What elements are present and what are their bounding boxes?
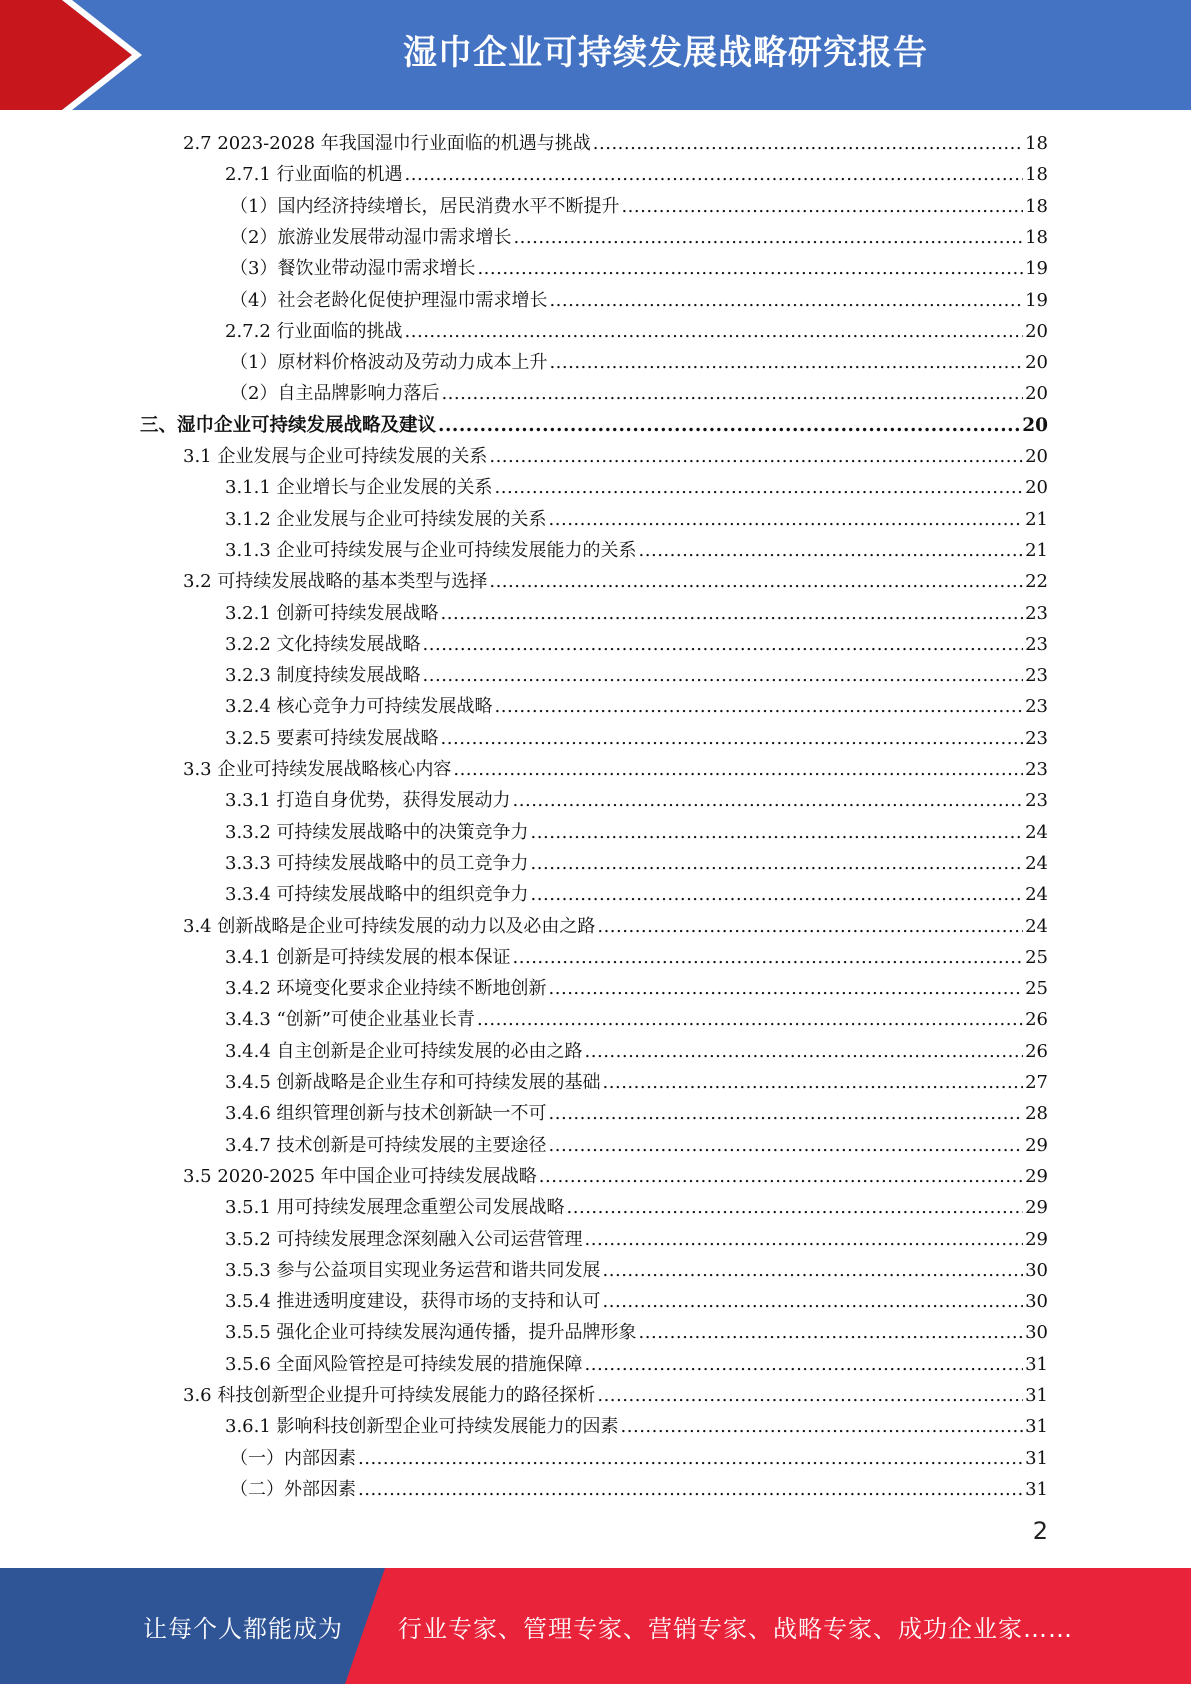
toc-entry-title: 2.7.2 行业面临的挑战 <box>225 320 403 342</box>
toc-entry-title: 3.4.3 “创新”可使企业基业长青 <box>225 1009 475 1031</box>
toc-entry-title: （3）餐饮业带动湿巾需求增长 <box>230 258 476 280</box>
toc-entry-title: 三、湿巾企业可持续发展战略及建议 <box>140 414 437 436</box>
toc-entry-title: 3.6 科技创新型企业提升可持续发展能力的路径探析 <box>183 1385 596 1406</box>
toc-entry-title: 3.2.5 要素可持续发展战略 <box>225 727 439 749</box>
toc-entry[interactable] <box>183 754 1048 785</box>
toc-entry-page: 23 <box>1025 790 1048 812</box>
toc-entry-page: 21 <box>1025 508 1048 530</box>
toc-leader-dots <box>549 347 1023 378</box>
toc-entry-page: 30 <box>1025 1259 1048 1281</box>
toc-entry-page: 18 <box>1025 164 1048 186</box>
toc-leader-dots <box>549 1098 1024 1129</box>
toc-entry-page: 18 <box>1025 133 1048 154</box>
toc-entry-page: 25 <box>1025 946 1048 968</box>
toc-leader-dots <box>639 1317 1024 1348</box>
toc-leader-dots <box>603 1286 1024 1317</box>
toc-entry-page: 20 <box>1025 477 1048 499</box>
toc-leader-dots <box>639 535 1024 566</box>
toc-leader-dots <box>441 378 1023 409</box>
toc-entry-page: 26 <box>1025 1009 1048 1031</box>
toc-entry-page: 24 <box>1025 915 1048 937</box>
toc-entry-title: （4）社会老龄化促使护理湿巾需求增长 <box>230 289 548 311</box>
toc-entry[interactable] <box>225 472 1048 503</box>
toc-entry[interactable] <box>225 723 1048 754</box>
toc-leader-dots <box>585 1349 1024 1380</box>
toc-entry[interactable] <box>225 159 1048 190</box>
toc-leader-dots <box>423 629 1024 660</box>
toc-entry-page: 18 <box>1025 195 1048 217</box>
toc-entry[interactable] <box>225 1317 1048 1348</box>
toc-leader-dots <box>567 1192 1024 1223</box>
toc-entry-page: 29 <box>1025 1165 1048 1187</box>
toc-entry-title: 3.1 企业发展与企业可持续发展的关系 <box>183 446 488 467</box>
toc-entry[interactable] <box>225 1411 1048 1442</box>
toc-entry-page: 30 <box>1025 1291 1048 1313</box>
toc-entry-page: 31 <box>1025 1353 1048 1375</box>
toc-entry[interactable] <box>225 1067 1048 1098</box>
toc-leader-dots <box>585 1036 1024 1067</box>
toc-leader-dots <box>441 598 1024 629</box>
toc-entry-title: （二）外部因素 <box>230 1478 356 1500</box>
toc-leader-dots <box>358 1443 1023 1474</box>
toc-entry-title: 3.3.3 可持续发展战略中的员工竞争力 <box>225 852 529 874</box>
toc-leader-dots <box>477 253 1023 284</box>
toc-entry-title: 3.4.7 技术创新是可持续发展的主要途径 <box>225 1134 547 1156</box>
toc-entry-page: 20 <box>1025 446 1048 467</box>
toc-entry-page: 21 <box>1025 539 1048 561</box>
toc-entry[interactable] <box>183 566 1048 597</box>
toc-entry[interactable] <box>230 1474 1048 1505</box>
toc-entry-page: 31 <box>1025 1478 1048 1500</box>
toc-entry-title: 3.3.4 可持续发展战略中的组织竞争力 <box>225 884 529 906</box>
toc-entry-title: （2）自主品牌影响力落后 <box>230 383 440 405</box>
toc-entry[interactable] <box>225 1004 1048 1035</box>
toc-entry-title: （1）国内经济持续增长，居民消费水平不断提升 <box>230 195 620 217</box>
toc-entry-title: 3.4.1 创新是可持续发展的根本保证 <box>225 946 511 968</box>
toc-entry-title: 3.3.2 可持续发展战略中的决策竞争力 <box>225 821 529 843</box>
toc-entry-title: 3.4.6 组织管理创新与技术创新缺一不可 <box>225 1103 547 1125</box>
toc-leader-dots <box>585 1224 1024 1255</box>
toc-entry[interactable] <box>225 660 1048 691</box>
toc-entry[interactable] <box>225 691 1048 722</box>
toc-leader-dots <box>441 723 1024 754</box>
toc-leader-dots <box>477 1004 1023 1035</box>
toc-entry-title: （2）旅游业发展带动湿巾需求增长 <box>230 226 512 248</box>
toc-entry[interactable] <box>225 1255 1048 1286</box>
toc-entry-page: 26 <box>1025 1040 1048 1062</box>
toc-entry[interactable] <box>225 1192 1048 1223</box>
toc-entry-page: 19 <box>1025 258 1048 280</box>
toc-leader-dots <box>495 472 1024 503</box>
toc-entry-title: 3.4.5 创新战略是企业生存和可持续发展的基础 <box>225 1072 601 1093</box>
toc-entry-page: 19 <box>1025 289 1048 311</box>
footer-slogan-right: 行业专家、管理专家、营销专家、战略专家、成功企业家…… <box>398 1615 1073 1643</box>
toc-leader-dots <box>423 660 1024 691</box>
toc-entry[interactable] <box>230 222 1048 253</box>
toc-entry-page: 31 <box>1025 1385 1048 1406</box>
toc-entry-page: 20 <box>1025 320 1048 342</box>
footer-banner <box>0 1568 1191 1684</box>
toc-entry[interactable] <box>225 942 1048 973</box>
toc-leader-dots <box>549 1130 1024 1161</box>
toc-entry[interactable] <box>225 848 1048 879</box>
toc-entry[interactable] <box>225 629 1048 660</box>
toc-leader-dots <box>621 191 1023 222</box>
toc-entry-title: 2.7.1 行业面临的机遇 <box>225 164 403 186</box>
toc-leader-dots <box>603 1067 1024 1098</box>
toc-entry-page: 23 <box>1025 633 1048 655</box>
toc-entry[interactable] <box>230 253 1048 284</box>
toc-entry-page: 30 <box>1025 1322 1048 1344</box>
toc-entry-page: 23 <box>1025 759 1048 780</box>
toc-entry-page: 31 <box>1025 1416 1048 1438</box>
toc-entry[interactable] <box>230 1443 1048 1474</box>
toc-entry-page: 29 <box>1025 1134 1048 1156</box>
toc-leader-dots <box>597 1380 1023 1411</box>
toc-entry-title: 3.5.3 参与公益项目实现业务运营和谐共同发展 <box>225 1259 601 1281</box>
toc-entry-page: 23 <box>1025 602 1048 624</box>
toc-entry-page: 20 <box>1022 414 1048 436</box>
toc-entry-page: 24 <box>1025 852 1048 874</box>
toc-entry[interactable] <box>225 1036 1048 1067</box>
toc-entry[interactable] <box>230 285 1048 316</box>
toc-entry-page: 23 <box>1025 727 1048 749</box>
toc-entry[interactable] <box>225 316 1048 347</box>
toc-entry-title: 3.5.5 强化企业可持续发展沟通传播，提升品牌形象 <box>225 1322 637 1344</box>
toc-leader-dots <box>549 973 1024 1004</box>
toc-leader-dots <box>405 159 1024 190</box>
toc-entry[interactable] <box>183 1161 1048 1192</box>
page-title: 湿巾企业可持续发展战略研究报告 <box>403 33 928 73</box>
toc-entry-title: 3.5 2020-2025 年中国企业可持续发展战略 <box>183 1165 537 1187</box>
toc-entry-page: 20 <box>1025 383 1048 405</box>
toc-entry[interactable] <box>230 378 1048 409</box>
toc-entry-title: 3.5.2 可持续发展理念深刻融入公司运营管理 <box>225 1228 583 1250</box>
toc-entry-page: 18 <box>1025 226 1048 248</box>
toc-entry[interactable] <box>225 1224 1048 1255</box>
toc-entry-page: 24 <box>1025 821 1048 843</box>
toc-entry[interactable] <box>230 191 1048 222</box>
toc-entry[interactable] <box>225 879 1048 910</box>
toc-entry[interactable] <box>225 504 1048 535</box>
toc-leader-dots <box>489 441 1023 472</box>
toc-entry[interactable] <box>140 410 1048 441</box>
toc-entry-title: 3.5.1 用可持续发展理念重塑公司发展战略 <box>225 1197 565 1219</box>
toc-leader-dots <box>593 128 1023 159</box>
toc-entry[interactable] <box>225 598 1048 629</box>
toc-leader-dots <box>453 754 1023 785</box>
toc-entry[interactable] <box>225 785 1048 816</box>
toc-entry-page: 23 <box>1025 665 1048 687</box>
toc-entry[interactable] <box>183 128 1048 159</box>
toc-leader-dots <box>489 566 1023 597</box>
toc-entry-page: 22 <box>1025 571 1048 593</box>
toc-entry-page: 31 <box>1025 1447 1048 1469</box>
toc-leader-dots <box>513 942 1024 973</box>
toc-entry-page: 24 <box>1025 884 1048 906</box>
toc-leader-dots <box>405 316 1024 347</box>
toc-entry-title: 3.1.1 企业增长与企业发展的关系 <box>225 477 493 499</box>
toc-entry-title: 3.5.6 全面风险管控是可持续发展的措施保障 <box>225 1353 583 1375</box>
toc-entry-title: 2.7 2023-2028 年我国湿巾行业面临的机遇与挑战 <box>183 133 591 154</box>
toc-entry[interactable] <box>225 1098 1048 1129</box>
toc-entry-title: 3.2 可持续发展战略的基本类型与选择 <box>183 571 488 593</box>
toc-leader-dots <box>513 785 1024 816</box>
toc-entry[interactable] <box>225 1349 1048 1380</box>
toc-leader-dots <box>531 848 1024 879</box>
toc-entry[interactable] <box>225 1286 1048 1317</box>
header-chevron-icon <box>0 0 160 110</box>
toc-entry-page: 25 <box>1025 978 1048 1000</box>
toc-entry-title: 3.2.4 核心竞争力可持续发展战略 <box>225 696 493 718</box>
toc-entry-page: 28 <box>1025 1103 1048 1125</box>
toc-entry[interactable] <box>225 817 1048 848</box>
toc-entry-title: 3.2.1 创新可持续发展战略 <box>225 602 439 624</box>
toc-leader-dots <box>495 691 1024 722</box>
toc-entry-title: 3.4.4 自主创新是企业可持续发展的必由之路 <box>225 1040 583 1062</box>
toc-entry-title: 3.5.4 推进透明度建设，获得市场的支持和认可 <box>225 1291 601 1313</box>
toc-entry-title: 3.2.2 文化持续发展战略 <box>225 633 421 655</box>
page-number: 2 <box>1032 1517 1048 1545</box>
toc-leader-dots <box>438 410 1020 441</box>
toc-leader-dots <box>549 285 1023 316</box>
toc-leader-dots <box>531 879 1024 910</box>
toc-entry-page: 29 <box>1025 1197 1048 1219</box>
toc-entry-title: 3.6.1 影响科技创新型企业可持续发展能力的因素 <box>225 1416 619 1438</box>
toc-entry-title: 3.4.2 环境变化要求企业持续不断地创新 <box>225 978 547 1000</box>
toc-leader-dots <box>539 1161 1023 1192</box>
toc-entry[interactable] <box>225 535 1048 566</box>
toc-leader-dots <box>358 1474 1023 1505</box>
toc-leader-dots <box>597 911 1023 942</box>
toc-entry-page: 27 <box>1025 1072 1048 1093</box>
toc-entry[interactable] <box>230 347 1048 378</box>
toc-entry[interactable] <box>183 911 1048 942</box>
toc-entry-title: （1）原材料价格波动及劳动力成本上升 <box>230 352 548 374</box>
toc-entry-title: 3.3 企业可持续发展战略核心内容 <box>183 759 452 780</box>
toc-entry-page: 23 <box>1025 696 1048 718</box>
toc-entry-title: 3.2.3 制度持续发展战略 <box>225 665 421 687</box>
toc-entry-title: 3.3.1 打造自身优势，获得发展动力 <box>225 790 511 812</box>
toc-leader-dots <box>621 1411 1024 1442</box>
toc-leader-dots <box>513 222 1023 253</box>
footer-slogan-left: 让每个人都能成为 <box>143 1615 343 1643</box>
header-bar <box>0 0 1191 110</box>
toc-leader-dots <box>531 817 1024 848</box>
toc-entry-title: 3.1.3 企业可持续发展与企业可持续发展能力的关系 <box>225 539 637 561</box>
toc-leader-dots <box>549 504 1024 535</box>
toc-entry-page: 29 <box>1025 1228 1048 1250</box>
toc-entry[interactable] <box>183 441 1048 472</box>
toc-entry-title: 3.1.2 企业发展与企业可持续发展的关系 <box>225 508 547 530</box>
toc-entry-page: 20 <box>1025 352 1048 374</box>
toc-leader-dots <box>603 1255 1024 1286</box>
toc-entry[interactable] <box>225 973 1048 1004</box>
toc-entry-title: （一）内部因素 <box>230 1447 356 1469</box>
toc-entry-title: 3.4 创新战略是企业可持续发展的动力以及必由之路 <box>183 915 596 937</box>
toc-entry[interactable] <box>183 1380 1048 1411</box>
toc-entry[interactable] <box>225 1130 1048 1161</box>
